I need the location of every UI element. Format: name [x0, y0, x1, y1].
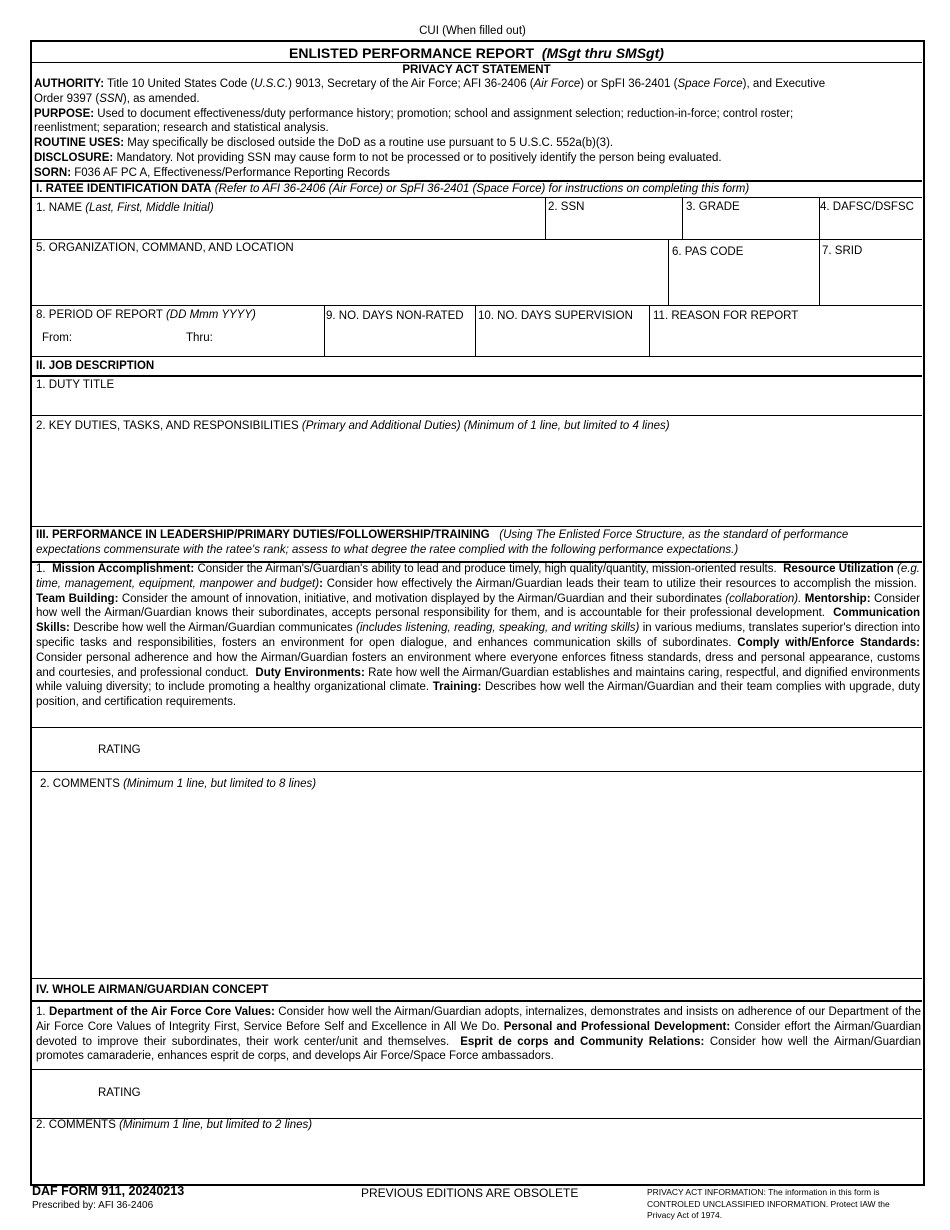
reason-input[interactable]	[655, 328, 919, 350]
section1-heading: I. RATEE IDENTIFICATION DATA (Refer to AFI 36-2406 (Air Force) or SpFI 36-2401 (Space Force) for instructions on completing this form)	[36, 183, 750, 195]
obsolete-notice: PREVIOUS EDITIONS ARE OBSOLETE	[361, 1186, 579, 1200]
section3-rating-input[interactable]	[160, 738, 919, 762]
ssn-input[interactable]	[549, 218, 681, 238]
key-duties-label: 2. KEY DUTIES, TASKS, AND RESPONSIBILITIES (Primary and Additional Duties) (Minimum of 1 line, but limited to 4 lines)	[36, 420, 670, 432]
authority-label: AUTHORITY:	[34, 78, 105, 90]
ssn-label: 2. SSN	[548, 201, 585, 213]
form-title	[30, 45, 923, 61]
from-input[interactable]	[80, 328, 179, 348]
from-label: From:	[42, 332, 73, 344]
thru-input[interactable]	[220, 328, 322, 348]
form-id: DAF FORM 911, 20240213	[32, 1184, 185, 1198]
nonrated-input[interactable]	[328, 328, 474, 350]
section4-comments-label: 2. COMMENTS (Minimum 1 line, but limited to 2 lines)	[36, 1119, 313, 1131]
section3-comments-label: 2. COMMENTS (Minimum 1 line, but limited to 8 lines)	[40, 778, 317, 790]
section3-rating-label: RATING	[98, 744, 141, 756]
footer-privacy-info: PRIVACY ACT INFORMATION: The information in this form is CONTROLED UNCLASSIFIED INFORMATION. Protect IAW the Privacy Act of 1974.	[647, 1187, 890, 1220]
form-title-main: ENLISTED PERFORMANCE REPORT	[289, 45, 535, 61]
sorn-label: SORN:	[34, 166, 72, 179]
supervision-input[interactable]	[480, 328, 648, 350]
reason-label: 11. REASON FOR REPORT	[653, 310, 799, 322]
disclosure-label: DISCLOSURE:	[34, 151, 114, 164]
nonrated-label: 9. NO. DAYS NON-RATED	[326, 310, 464, 322]
pas-label: 6. PAS CODE	[672, 246, 744, 258]
section4-heading: IV. WHOLE AIRMAN/GUARDIAN CONCEPT	[36, 984, 269, 996]
section4-comments-input[interactable]	[40, 1136, 919, 1180]
section2-heading: II. JOB DESCRIPTION	[36, 360, 155, 372]
supervision-label: 10. NO. DAYS SUPERVISION	[478, 310, 633, 322]
org-input[interactable]	[40, 262, 664, 300]
routine-uses-label: ROUTINE USES:	[34, 137, 125, 150]
form-title-sub: (MSgt thru SMSgt)	[541, 45, 664, 61]
dafsc-label: 4. DAFSC/DSFSC	[820, 201, 914, 213]
name-input[interactable]	[40, 218, 544, 238]
name-label: 1. NAME (Last, First, Middle Initial)	[36, 202, 214, 214]
pas-input[interactable]	[672, 264, 816, 300]
period-label: 8. PERIOD OF REPORT (DD Mmm YYYY)	[36, 309, 256, 321]
grade-input[interactable]	[686, 218, 818, 238]
duty-title-input[interactable]	[40, 393, 919, 413]
section3-heading: III. PERFORMANCE IN LEADERSHIP/PRIMARY DUTIES/FOLLOWERSHIP/TRAINING (Using The Enlisted Force Structure, as the standard of performance expectations commensurate with the ratee's rank; assess to what degree the ratee complied with the following performance expectations.)	[36, 529, 849, 556]
section4-rating-label: RATING	[98, 1087, 141, 1099]
org-label: 5. ORGANIZATION, COMMAND, AND LOCATION	[36, 242, 294, 254]
key-duties-input[interactable]	[40, 437, 919, 525]
purpose-label: PURPOSE:	[34, 107, 95, 120]
grade-label: 3. GRADE	[686, 201, 740, 213]
srid-label: 7. SRID	[822, 245, 863, 257]
section4-rating-input[interactable]	[160, 1080, 919, 1104]
privacy-statement: AUTHORITY: Title 10 United States Code (U.S.C.) 9013, Secretary of the Air Force; AFI 36-2406 (Air Force) or SpFI 36-2401 (Space Force), and Executive Order 9397 (SSN), as amended. PURPOSE: Used to document effectiveness/duty performance history; promotion; school and assignment selection; reduction-in-force; control roster; reenlistment; separation; research and statistical analysis. ROUTINE USES: May specifically be disclosed outside the DoD as a routine use pursuant to 5 U.S.C. 552a(b)(3). DISCLOSURE: Mandatory. Not providing SSN may cause form to not be processed or to positively identify the person being evaluated. SORN: F036 AF PC A, Effectiveness/Performance Reporting Records	[34, 78, 826, 179]
section3-comments-input[interactable]	[40, 796, 919, 976]
prescribed-by: Prescribed by: AFI 36-2406	[32, 1200, 154, 1211]
privacy-heading: PRIVACY ACT STATEMENT	[402, 64, 551, 76]
srid-input[interactable]	[823, 264, 921, 300]
section3-expectations: 1. Mission Accomplishment: Consider the Airman's/Guardian's ability to lead and produce timely, high quality/quantity, mission-oriented results. Resource Utilization (e.g. time, management, equipment, manpower and budget): Consider how effectively the Airman/Guardian leads their team to utilize their resources to accomplish the mission. Team Building: Consider the amount of innovation, initiative, and motivation displayed by the Airman/Guardian and their subordinates (collaboration). Mentorship: Consider how well the Airman/Guardian knows their subordinates, accepts personal responsibility for them, and is accountable for their professional development. Communication Skills: Describe how well the Airman/Guardian communicates (includes listening, reading, speaking, and writing skills) in various mediums, translates superior's direction into specific tasks and responsibilities, fosters an environment for open dialogue, and enhances communication skills of subordinates. Comply with/Enforce Standards: Consider personal adherence and how the Airman/Guardian fosters an environment where everyone enforces fitness standards, dress and personal appearance, customs and courtesies, and professional conduct. Duty Environments: Rate how well the Airman/Guardian establishes and maintains caring, respectful, and dignified environments while valuing diversity; to include promoting a healthy organizational climate. Training: Describes how well the Airman/Guardian and their team complies with upgrade, duty position, and certification requirements.	[36, 563, 921, 709]
duty-title-label: 1. DUTY TITLE	[36, 379, 115, 391]
cui-marking: CUI (When filled out)	[419, 25, 526, 37]
dafsc-input[interactable]	[823, 218, 921, 238]
thru-label: Thru:	[186, 332, 213, 344]
section4-concepts: 1. Department of the Air Force Core Values: Consider how well the Airman/Guardian adopts, internalizes, demonstrates and insists on adherence of our Department of the Air Force Core Values of Integrity First, Service Before Self and Excellence in All We Do. Personal and Professional Development: Consider effort the Airman/Guardian devoted to improve their subordinates, their work center/unit and themselves. Esprit de corps and Community Relations: Consider how well the Airman/Guardian promotes camaraderie, enhances esprit de corps, and develops Air Force/Space Force ambassadors.	[36, 1006, 922, 1063]
